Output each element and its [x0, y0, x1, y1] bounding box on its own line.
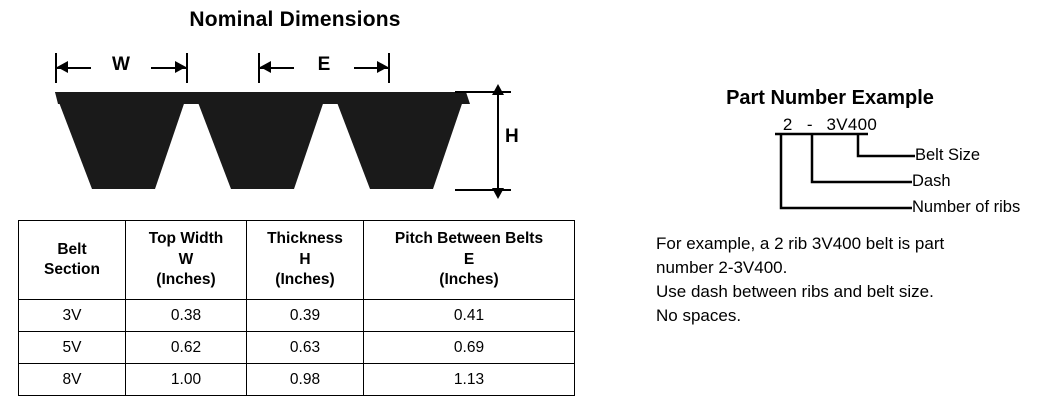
- nominal-dimensions-title: Nominal Dimensions: [189, 8, 401, 31]
- table-row: [19, 332, 575, 364]
- cell-thickness: 0.63: [247, 332, 364, 364]
- table-header-row: [19, 221, 575, 300]
- description-line-2: number 2-3V400.: [656, 258, 788, 278]
- part-number-ribs: 2: [782, 115, 793, 134]
- dimension-arrows-row: [0, 50, 590, 86]
- w-arrow-left-icon: [57, 61, 68, 73]
- cell-section: 8V: [19, 364, 126, 396]
- cell-width: 1.00: [126, 364, 247, 396]
- part-number-dash: -: [806, 115, 813, 134]
- cell-pitch: 0.69: [364, 332, 575, 364]
- description-line-3: Use dash between ribs and belt size.: [656, 282, 934, 302]
- cell-width: 0.38: [126, 300, 247, 332]
- belt-dimensions-table: [18, 220, 575, 396]
- h-dimension-group: [455, 84, 565, 199]
- part-number-leader-lines: [640, 132, 1064, 224]
- header-top-width: Top Width W (Inches): [126, 221, 247, 300]
- w-dimension-label: W: [91, 54, 151, 76]
- cell-pitch: 1.13: [364, 364, 575, 396]
- cell-thickness: 0.98: [247, 364, 364, 396]
- table-row: [19, 300, 575, 332]
- w-tick-right: [186, 53, 188, 83]
- e-tick-right: [388, 53, 390, 83]
- cell-section: 5V: [19, 332, 126, 364]
- callout-belt-size: Belt Size: [915, 146, 981, 164]
- header-pitch-between-belts: Pitch Between Belts E (Inches): [364, 221, 575, 300]
- part-number-example-panel: [640, 0, 1064, 412]
- callout-number-of-ribs: Number of ribs: [912, 198, 1021, 216]
- w-arrow-right-icon: [175, 61, 186, 73]
- part-number-size: 3V400: [826, 115, 878, 134]
- h-dimension-line: [497, 92, 499, 190]
- table-row: [19, 364, 575, 396]
- h-arrow-up-icon: [492, 84, 504, 95]
- description-line-4: No spaces.: [656, 306, 742, 326]
- cell-section: 3V: [19, 300, 126, 332]
- part-number-description: [656, 232, 1056, 329]
- e-arrow-right-icon: [377, 61, 388, 73]
- e-arrow-left-icon: [260, 61, 271, 73]
- description-line-1: For example, a 2 rib 3V400 belt is part: [656, 234, 945, 253]
- cell-thickness: 0.39: [247, 300, 364, 332]
- callout-dash: Dash: [912, 172, 951, 190]
- header-belt-section: Belt Section: [19, 221, 126, 300]
- part-number-example-title: Part Number Example: [726, 87, 934, 109]
- h-arrow-down-icon: [492, 188, 504, 199]
- cell-pitch: 0.41: [364, 300, 575, 332]
- e-dimension-label: E: [294, 54, 354, 76]
- header-thickness: Thickness H (Inches): [247, 221, 364, 300]
- cell-width: 0.62: [126, 332, 247, 364]
- h-dimension-label: H: [505, 126, 519, 147]
